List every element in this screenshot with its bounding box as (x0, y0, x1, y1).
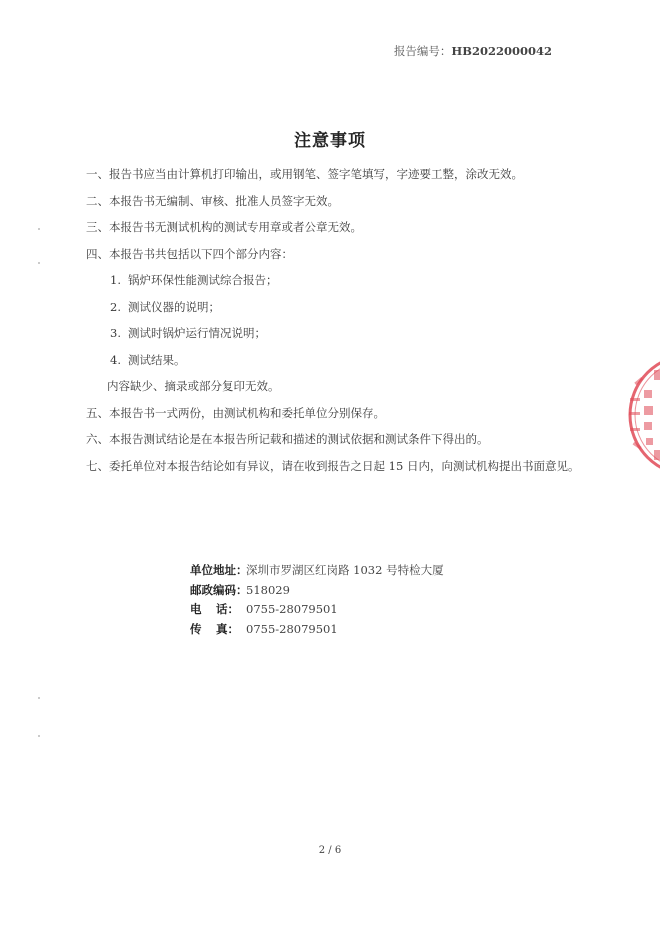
sub-item-number: 3. (110, 326, 121, 340)
sub-item (86, 327, 606, 340)
notice-item: 三、本报告书无测试机构的测试专用章或者公章无效。 (86, 220, 362, 234)
report-number (394, 43, 552, 59)
scan-speck (38, 735, 40, 737)
report-number-label: 报告编号： (393, 44, 452, 58)
address-row (190, 564, 444, 577)
notice-item: 五、本报告书一式两份，由测试机构和委托单位分别保存。 (86, 405, 385, 420)
phone-row (190, 603, 444, 616)
note-text: 内容缺少、摘录或部分复印无效。 (107, 379, 280, 393)
scan-speck (38, 228, 40, 230)
notice-item: 四、本报告书共包括以下四个部分内容： (86, 246, 293, 261)
contact-info (190, 564, 444, 642)
sub-item (86, 354, 606, 367)
fax-value: 0755-28079501 (246, 621, 338, 636)
sub-item (86, 274, 606, 287)
postcode-label: 邮政编码： (190, 582, 248, 597)
fax-row (190, 623, 444, 636)
address-value: 深圳市罗湖区红岗路 1032 号特检大厦 (246, 563, 444, 577)
official-seal-stamp (620, 350, 660, 480)
scan-speck (38, 697, 40, 699)
postcode-row (190, 584, 444, 597)
scan-speck (38, 262, 40, 264)
sub-item-number: 2. (110, 299, 121, 314)
phone-value: 0755-28079501 (246, 602, 338, 616)
fax-label: 传 真： (190, 621, 239, 636)
phone-label: 电 话： (190, 602, 239, 616)
notice-item: 七、委托单位对本报告结论如有异议，请在收到报告之日起 15 日内，向测试机构提出书面意见。 (86, 458, 580, 473)
sub-item-text: 测试结果。 (128, 352, 186, 367)
postcode-value: 518029 (246, 582, 290, 597)
notice-item: 二、本报告书无编制、审核、批准人员签字无效。 (86, 193, 339, 208)
page-title: 注意事项 (294, 131, 366, 151)
notice-item: 一、报告书应当由计算机打印输出，或用钢笔、签字笔填写，字迹要工整，涂改无效。 (86, 167, 523, 181)
sub-item-number: 1. (110, 273, 121, 287)
sub-item-text: 锅炉环保性能测试综合报告； (128, 273, 278, 287)
sub-item-text: 测试仪器的说明； (128, 299, 220, 314)
report-number-value: HB2022000042 (451, 44, 552, 58)
sub-item-text: 测试时锅炉运行情况说明； (128, 326, 266, 340)
sub-item-number: 4. (110, 352, 121, 367)
page-number: 2 / 6 (318, 845, 342, 856)
address-label: 单位地址： (190, 563, 248, 577)
notice-item: 六、本报告测试结论是在本报告所记载和描述的测试依据和测试条件下得出的。 (86, 432, 489, 446)
notice-list (86, 168, 606, 486)
sub-item (86, 301, 606, 314)
